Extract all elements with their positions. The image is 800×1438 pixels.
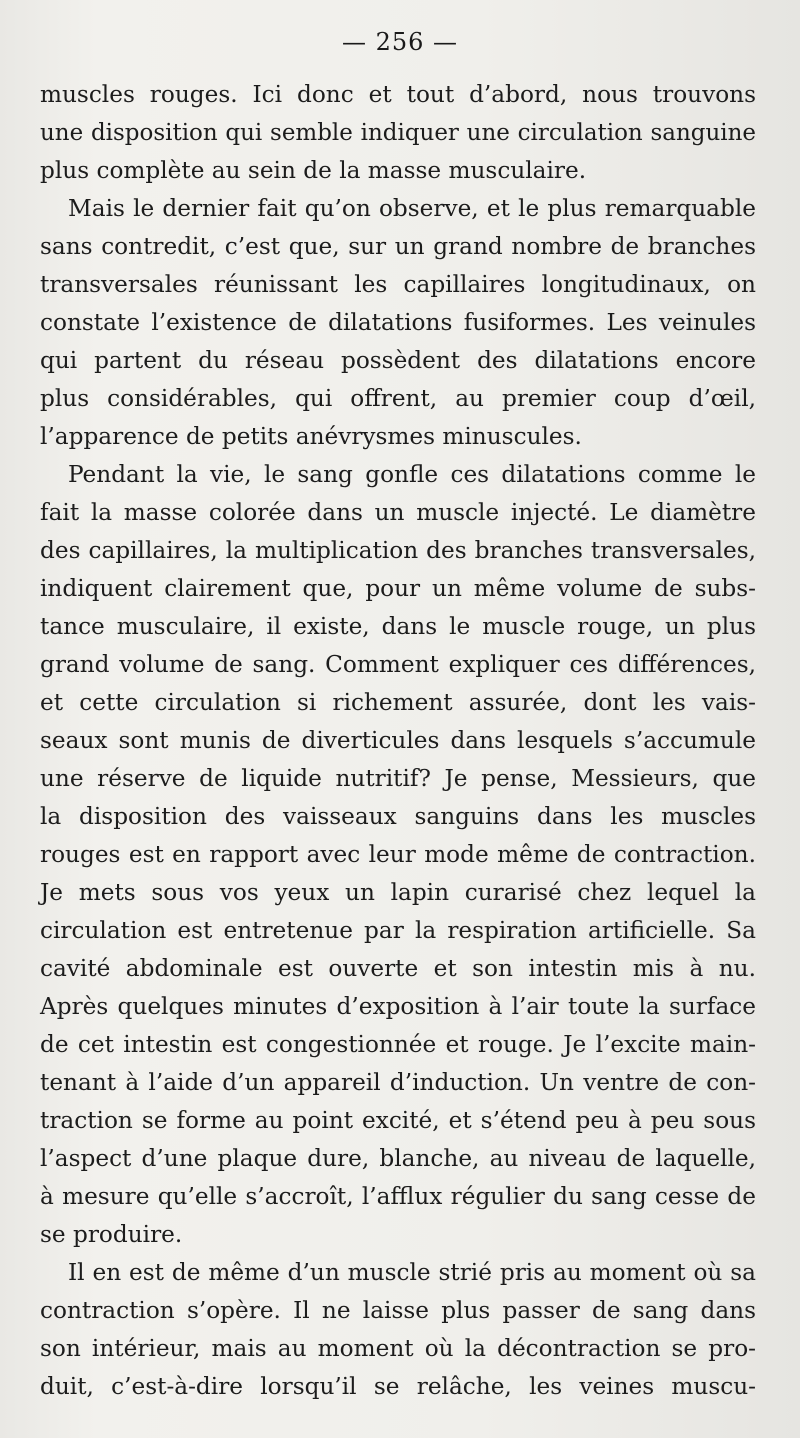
text-line: plus considérables, qui offrent, au premier coup d’œil, bbox=[40, 385, 756, 412]
text-line: duit, c’est-à-dire lorsqu’il se relâche, les veines muscu- bbox=[40, 1373, 756, 1400]
text-line: transversales réunissant les capillaires longitudinaux, on bbox=[40, 271, 756, 298]
paragraph-2 bbox=[40, 190, 756, 456]
text-line: Après quelques minutes d’exposition à l’air toute la surface bbox=[40, 993, 756, 1020]
text-line: une réserve de liquide nutritif? Je pense, Messieurs, que bbox=[40, 765, 756, 792]
text-line: plus complète au sein de la masse musculaire. bbox=[40, 157, 587, 184]
text-line: à mesure qu’elle s’accroît, l’afflux régulier du sang cesse de bbox=[40, 1183, 756, 1210]
text-line: indiquent clairement que, pour un même volume de subs- bbox=[40, 575, 756, 602]
text-line: qui partent du réseau possèdent des dilatations encore bbox=[40, 347, 756, 374]
text-line: seaux sont munis de diverticules dans lesquels s’accumule bbox=[40, 727, 756, 754]
text-line: de cet intestin est congestionnée et rouge. Je l’excite main- bbox=[40, 1031, 756, 1058]
text-line: muscles rouges. Ici donc et tout d’abord, nous trouvons bbox=[40, 81, 756, 108]
text-line: Il en est de même d’un muscle strié pris au moment où sa bbox=[68, 1259, 756, 1286]
text-line: Pendant la vie, le sang gonfle ces dilatations comme le bbox=[68, 461, 756, 488]
text-line: la disposition des vaisseaux sanguins dans les muscles bbox=[40, 803, 756, 830]
text-line: rouges est en rapport avec leur mode même de contraction. bbox=[40, 841, 756, 868]
text-line: son intérieur, mais au moment où la décontraction se pro- bbox=[40, 1335, 756, 1362]
paragraph-4 bbox=[40, 1254, 756, 1406]
paragraph-3 bbox=[40, 456, 756, 1254]
text-line: fait la masse colorée dans un muscle injecté. Le diamètre bbox=[40, 499, 756, 526]
text-line: traction se forme au point excité, et s’étend peu à peu sous bbox=[40, 1107, 756, 1134]
text-line: Je mets sous vos yeux un lapin curarisé chez lequel la bbox=[40, 879, 756, 906]
text-line: une disposition qui semble indiquer une circulation sanguine bbox=[40, 120, 756, 146]
text-line: circulation est entretenue par la respiration artificielle. Sa bbox=[40, 917, 756, 944]
text-line: l’apparence de petits anévrysmes minuscules. bbox=[40, 423, 582, 450]
text-line: l’aspect d’une plaque dure, blanche, au niveau de laquelle, bbox=[40, 1145, 756, 1172]
text-line: tance musculaire, il existe, dans le muscle rouge, un plus bbox=[40, 613, 756, 640]
text-line: des capillaires, la multiplication des branches transversales, bbox=[40, 537, 756, 564]
text-line: constate l’existence de dilatations fusiformes. Les veinules bbox=[40, 309, 756, 336]
text-line: grand volume de sang. Comment expliquer ces différences, bbox=[40, 651, 756, 678]
text-line: cavité abdominale est ouverte et son intestin mis à nu. bbox=[40, 955, 756, 982]
paragraph-1 bbox=[40, 76, 756, 190]
text-line: se produire. bbox=[40, 1221, 183, 1248]
body-text bbox=[40, 76, 756, 1406]
text-line: sans contredit, c’est que, sur un grand nombre de branches bbox=[40, 233, 756, 260]
text-line: et cette circulation si richement assurée, dont les vais- bbox=[40, 689, 756, 716]
page-number: — 256 — bbox=[341, 28, 459, 56]
text-line: Mais le dernier fait qu’on observe, et le plus remarquable bbox=[68, 195, 756, 222]
text-line: contraction s’opère. Il ne laisse plus passer de sang dans bbox=[40, 1297, 756, 1324]
text-line: tenant à l’aide d’un appareil d’induction. Un ventre de con- bbox=[40, 1069, 756, 1096]
